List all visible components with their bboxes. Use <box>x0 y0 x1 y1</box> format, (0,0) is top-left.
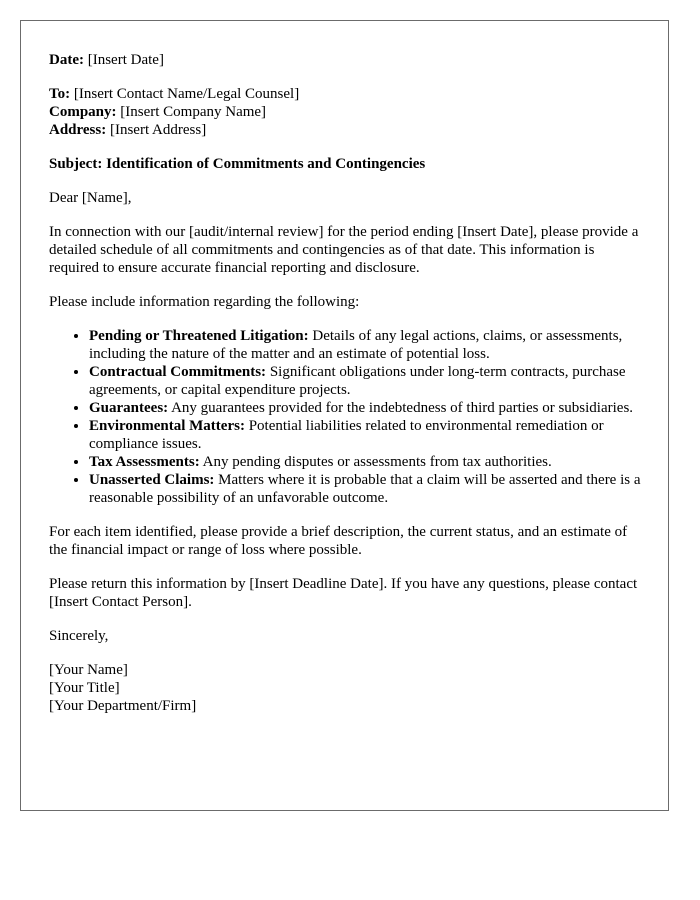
item-text: Matters where it is probable that a claim will be asserted and there is a reasonable possibility of an unfavorable outcome. <box>89 472 641 506</box>
signature-department: [Your Department/Firm] <box>49 698 197 714</box>
item-label: Guarantees: <box>89 400 169 416</box>
date-value: [Insert Date] <box>83 52 164 68</box>
to-line <box>49 85 648 103</box>
closing-request-paragraph: Please return this information by [Insert Deadline Date]. If you have any questions, please contact [Insert Contact Person]. <box>49 576 638 610</box>
address-label: Address: <box>49 122 107 138</box>
item-text: Any pending disputes or assessments from tax authorities. <box>199 454 552 470</box>
signature-block <box>49 661 648 715</box>
date-line <box>49 51 648 69</box>
company-value: [Insert Company Name] <box>116 104 267 120</box>
intro-paragraph: In connection with our [audit/internal review] for the period ending [Insert Date], please provide a detailed schedule of all commitments and contingencies as of that date. This information is required to ensure accurate financial reporting and disclosure. <box>49 224 639 276</box>
instructions-paragraph: For each item identified, please provide a brief description, the current status, and an estimate of the financial impact or range of loss where possible. <box>49 524 628 558</box>
list-item <box>89 471 648 507</box>
company-line <box>49 103 648 121</box>
salutation: Dear [Name], <box>49 190 132 206</box>
to-value: [Insert Contact Name/Legal Counsel] <box>70 86 300 102</box>
item-text: Any guarantees provided for the indebtedness of third parties or subsidiaries. <box>168 400 634 416</box>
list-item <box>89 399 648 417</box>
items-list <box>49 327 648 507</box>
list-item <box>89 363 648 399</box>
item-text: Significant obligations under long-term contracts, purchase agreements, or capital expenditure projects. <box>89 364 626 398</box>
to-label: To: <box>49 86 71 102</box>
list-item <box>89 417 648 453</box>
company-label: Company: <box>49 104 117 120</box>
item-label: Environmental Matters: <box>89 418 245 434</box>
address-value: [Insert Address] <box>106 122 207 138</box>
signature-title: [Your Title] <box>49 680 120 696</box>
item-text: Potential liabilities related to environmental remediation or compliance issues. <box>89 418 604 452</box>
item-label: Unasserted Claims: <box>89 472 215 488</box>
address-line <box>49 121 648 139</box>
subject-line: Subject: Identification of Commitments and Contingencies <box>49 156 426 172</box>
signature-name: [Your Name] <box>49 662 128 678</box>
list-item <box>89 453 648 471</box>
item-text: Details of any legal actions, claims, or assessments, including the nature of the matter and an estimate of potential loss. <box>89 328 623 362</box>
item-label: Pending or Threatened Litigation: <box>89 328 309 344</box>
item-label: Contractual Commitments: <box>89 364 267 380</box>
closing: Sincerely, <box>49 628 109 644</box>
date-label: Date: <box>49 52 84 68</box>
letter-document <box>20 20 669 811</box>
list-item <box>89 327 648 363</box>
item-label: Tax Assessments: <box>89 454 200 470</box>
list-intro: Please include information regarding the following: <box>49 294 360 310</box>
recipient-block <box>49 85 648 139</box>
